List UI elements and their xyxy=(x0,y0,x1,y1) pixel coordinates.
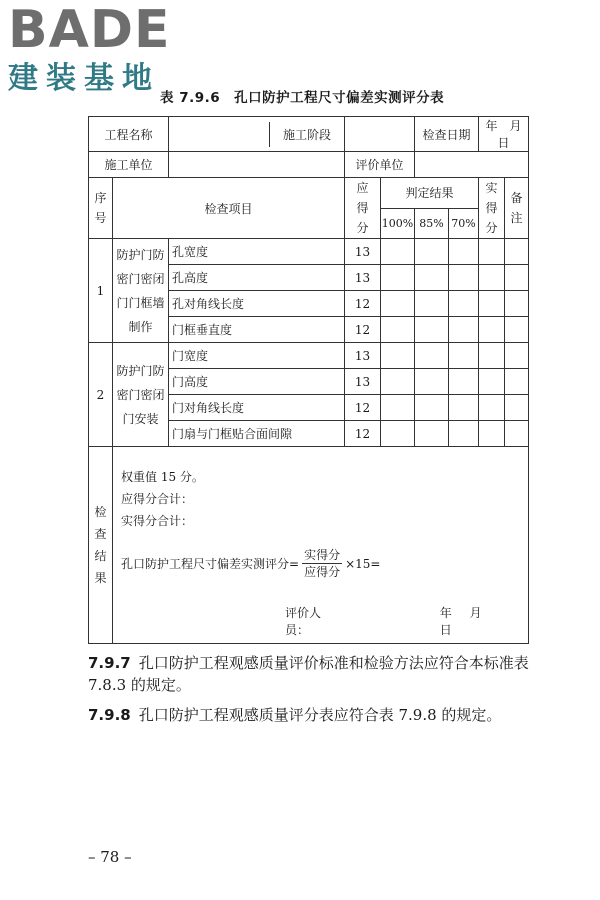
formula-prefix: 孔口防护工程尺寸偏差实测评分= xyxy=(121,557,300,571)
cell-actual xyxy=(479,369,505,395)
result-header: 判定结果 xyxy=(381,178,479,209)
check-item: 孔宽度 xyxy=(169,239,345,265)
cell-85 xyxy=(415,317,449,343)
construction-unit-label: 施工单位 xyxy=(89,152,169,178)
due-score: 12 xyxy=(345,421,381,447)
clause-text: 孔口防护工程观感质量评价标准和检验方法应符合本标准表 7.8.3 的规定。 xyxy=(88,654,529,694)
project-name-label: 工程名称 xyxy=(89,117,169,152)
cell-85 xyxy=(415,421,449,447)
check-item: 门高度 xyxy=(169,369,345,395)
cell-remark xyxy=(505,317,529,343)
cell-100 xyxy=(381,317,415,343)
weight-text: 权重值 15 分。 xyxy=(121,470,204,484)
logo-subtitle: 建装基地 xyxy=(8,61,160,96)
day-label: 日 xyxy=(439,623,452,637)
score-table xyxy=(88,116,534,644)
cell-remark xyxy=(505,369,529,395)
check-item: 门框垂直度 xyxy=(169,317,345,343)
cell-remark xyxy=(505,265,529,291)
formula-fraction xyxy=(302,547,342,580)
page-number: – 78 – xyxy=(88,848,132,866)
score-formula xyxy=(121,547,518,580)
month-label: 月 xyxy=(469,606,482,620)
cell-actual xyxy=(479,421,505,447)
cell-100 xyxy=(381,265,415,291)
item-header: 检查项目 xyxy=(113,178,345,239)
construction-stage-label: 施工阶段 xyxy=(269,122,344,147)
clause-text: 孔口防护工程观感质量评分表应符合表 7.9.8 的规定。 xyxy=(138,706,502,724)
logo-brand: BADE xyxy=(8,0,171,60)
formula-suffix: ×15= xyxy=(345,556,381,571)
cell-85 xyxy=(415,291,449,317)
pct85-header: 85% xyxy=(415,208,449,239)
cell-100 xyxy=(381,239,415,265)
due-score: 12 xyxy=(345,317,381,343)
table-title: 表 7.9.6 孔口防护工程尺寸偏差实测评分表 xyxy=(160,90,445,106)
column-header-row xyxy=(89,178,529,209)
cell-actual xyxy=(479,239,505,265)
pct100-header: 100% xyxy=(381,208,415,239)
table-row xyxy=(89,239,529,265)
clause-7-9-8 xyxy=(88,704,536,726)
construction-stage-value xyxy=(345,117,415,152)
group-number: 1 xyxy=(89,239,113,343)
cell-100 xyxy=(381,343,415,369)
cell-actual xyxy=(479,265,505,291)
logo xyxy=(6,0,181,99)
cell-100 xyxy=(381,291,415,317)
cell-70 xyxy=(449,239,479,265)
cell-85 xyxy=(415,343,449,369)
cell-100 xyxy=(381,369,415,395)
check-item: 门对角线长度 xyxy=(169,395,345,421)
seq-header: 序号 xyxy=(89,178,113,239)
cell-70 xyxy=(449,317,479,343)
cell-70 xyxy=(449,395,479,421)
cell-100 xyxy=(381,421,415,447)
due-score-header: 应得分 xyxy=(345,178,381,239)
cell-actual xyxy=(479,343,505,369)
cell-actual xyxy=(479,395,505,421)
clause-number: 7.9.8 xyxy=(88,706,131,724)
cell-85 xyxy=(415,369,449,395)
table-row xyxy=(89,343,529,369)
cell-remark xyxy=(505,395,529,421)
check-item: 门扇与门框贴合面间隙 xyxy=(169,421,345,447)
clause-7-9-7 xyxy=(88,652,536,696)
cell-70 xyxy=(449,291,479,317)
clause-number: 7.9.7 xyxy=(88,654,131,672)
check-item: 孔对角线长度 xyxy=(169,291,345,317)
pct70-header: 70% xyxy=(449,208,479,239)
due-score: 13 xyxy=(345,239,381,265)
cell-70 xyxy=(449,343,479,369)
result-label: 检查结果 xyxy=(89,447,113,644)
evaluation-unit-value xyxy=(415,152,529,178)
group-name: 防护门防密门密闭门门框墙制作 xyxy=(113,239,169,343)
formula-numerator: 实得分 xyxy=(304,548,341,562)
cell-85 xyxy=(415,395,449,421)
cell-actual xyxy=(479,291,505,317)
check-item: 门宽度 xyxy=(169,343,345,369)
cell-70 xyxy=(449,265,479,291)
inspection-date-label: 检查日期 xyxy=(415,117,479,152)
result-row xyxy=(89,447,529,644)
cell-70 xyxy=(449,369,479,395)
cell-85 xyxy=(415,265,449,291)
remark-header: 备注 xyxy=(505,178,529,239)
due-score: 13 xyxy=(345,343,381,369)
year-label: 年 xyxy=(439,606,452,620)
due-score: 12 xyxy=(345,291,381,317)
due-total-text: 应得分合计： xyxy=(121,492,194,506)
project-name-value xyxy=(169,122,269,147)
evaluation-unit-label: 评价单位 xyxy=(345,152,415,178)
result-content xyxy=(113,447,529,644)
due-score: 12 xyxy=(345,395,381,421)
group-name: 防护门防密门密闭门安装 xyxy=(113,343,169,447)
inspection-date-value: 年 月 日 xyxy=(479,117,529,152)
cell-actual xyxy=(479,317,505,343)
construction-unit-value xyxy=(169,152,345,178)
actual-score-header: 实得分 xyxy=(479,178,505,239)
cell-100 xyxy=(381,395,415,421)
sign-date xyxy=(440,604,518,638)
signature-line xyxy=(121,604,518,638)
cell-remark xyxy=(505,291,529,317)
evaluator-label: 评价人员： xyxy=(285,606,322,637)
actual-total-text: 实得分合计： xyxy=(121,514,194,528)
due-score: 13 xyxy=(345,265,381,291)
cell-remark xyxy=(505,239,529,265)
cell-remark xyxy=(505,421,529,447)
cell-remark xyxy=(505,343,529,369)
cell-70 xyxy=(449,421,479,447)
check-item: 孔高度 xyxy=(169,265,345,291)
group-number: 2 xyxy=(89,343,113,447)
header-row-2 xyxy=(89,152,529,178)
cell-85 xyxy=(415,239,449,265)
header-row-1 xyxy=(89,117,529,152)
due-score: 13 xyxy=(345,369,381,395)
formula-denominator: 应得分 xyxy=(304,565,341,579)
